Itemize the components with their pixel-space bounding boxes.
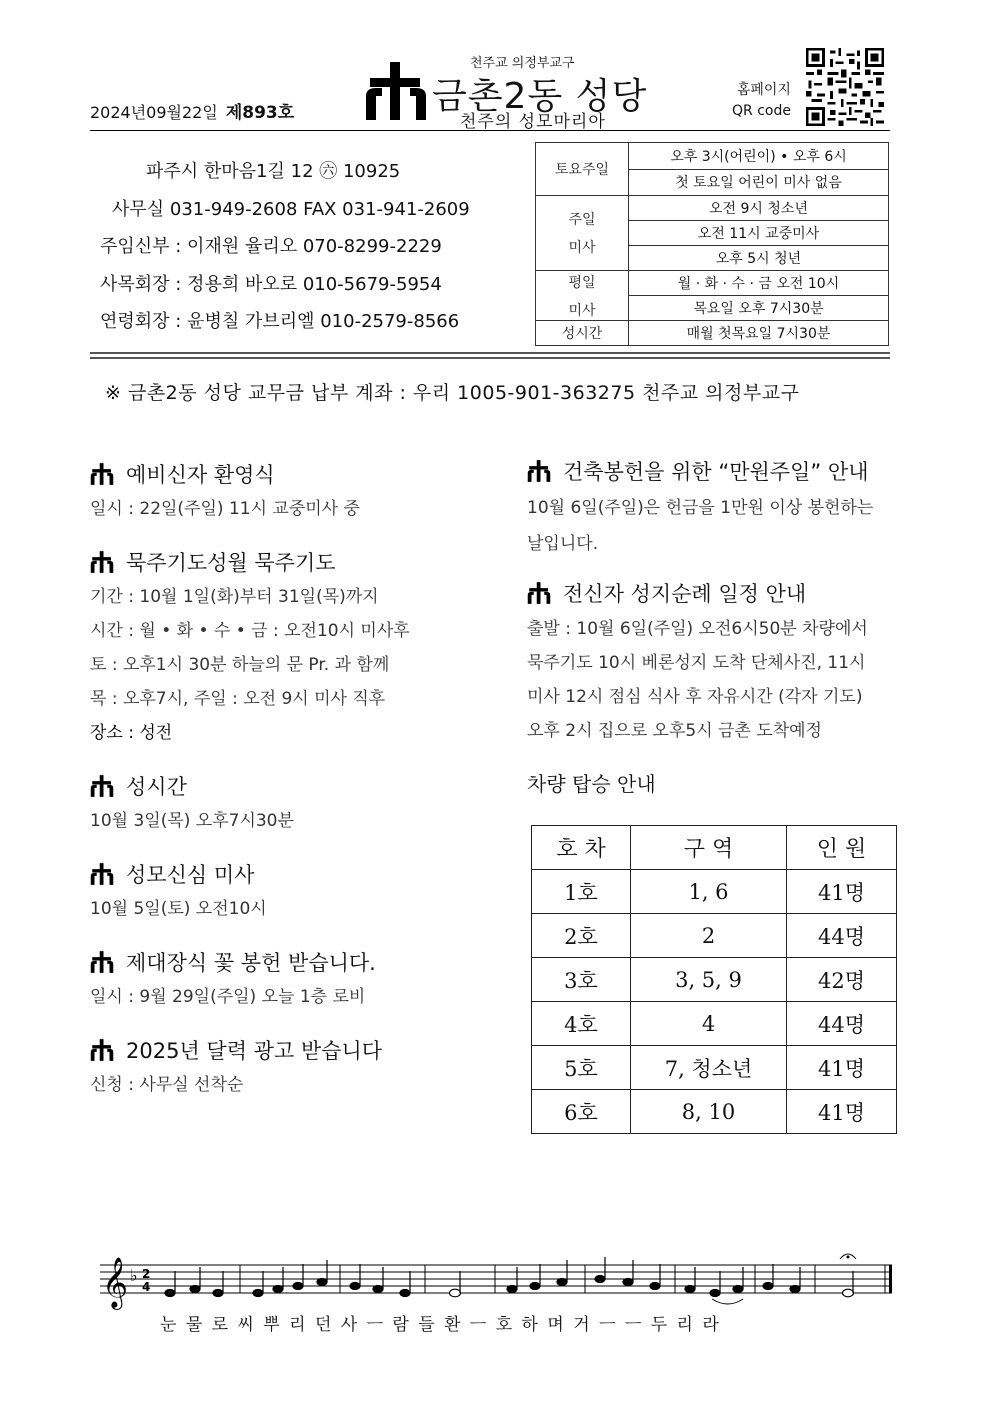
issue-number: 제893호 xyxy=(225,103,295,123)
church-mark-icon xyxy=(90,863,114,885)
section-title: 제대장식 꽃 봉헌 받습니다. xyxy=(126,951,376,975)
section-line: 장소 : 성전 xyxy=(90,723,173,743)
table-row xyxy=(532,1002,897,1046)
zone-cell: 1, 6 xyxy=(631,870,787,914)
council-president-contact: 사목회장 : 정용희 바오로 010-5679-5954 xyxy=(100,273,442,295)
holy-hour-label: 성시간 xyxy=(536,321,629,346)
address: 파주시 한마음1길 12 ㊅ 10925 xyxy=(146,161,401,182)
account-notice: ※ 금촌2동 성당 교무금 납부 계좌 : 우리 1005-901-363275 천주교 의정부교구 xyxy=(105,382,800,404)
section-line: 미사 12시 점심 식사 후 자유시간 (각자 기도) xyxy=(527,687,863,707)
section-line: 10월 6일(주일)은 헌금을 1만원 이상 봉헌하는 xyxy=(527,498,874,518)
zone-cell: 3, 5, 9 xyxy=(631,958,787,1002)
car-cell: 1호 xyxy=(532,870,631,914)
saturday-label: 토요주일 xyxy=(536,143,629,196)
section-title: 건축봉헌을 위한 “만원주일” 안내 xyxy=(563,460,869,484)
homepage-caption xyxy=(732,80,791,122)
table-row xyxy=(532,914,897,958)
section-holy-hour xyxy=(90,768,500,838)
church-mark-icon xyxy=(527,460,551,482)
section-line: 출발 : 10월 6일(주일) 오전6시50분 차량에서 xyxy=(527,619,868,639)
col-header-car: 호 차 xyxy=(532,826,631,870)
section-catechumen-welcome xyxy=(90,456,500,526)
car-assignment-table xyxy=(531,825,897,1134)
bulletin-date xyxy=(90,98,294,123)
time-signature-bottom: 4 xyxy=(142,1280,151,1294)
church-mark-icon xyxy=(90,551,114,573)
section-title: 성시간 xyxy=(126,775,187,799)
date-text: 2024년09월22일 xyxy=(90,103,218,122)
col-header-count: 인 원 xyxy=(787,826,897,870)
church-name: 금촌2동 성당 xyxy=(432,76,648,117)
office-phone: 사무실 031-949-2608 FAX 031-941-2609 xyxy=(112,198,470,220)
flat-icon: ♭ xyxy=(130,1266,138,1285)
zone-cell: 4 xyxy=(631,1002,787,1046)
double-rule-bottom xyxy=(90,357,890,359)
car-table-title: 차량 탑승 안내 xyxy=(527,772,656,796)
section-title: 2025년 달력 광고 받습니다 xyxy=(126,1039,383,1063)
zone-cell: 7, 청소년 xyxy=(631,1046,787,1090)
sunday-label-2: 미사 xyxy=(568,240,596,256)
church-logo-icon xyxy=(364,62,428,120)
church-mark-icon xyxy=(90,1039,114,1061)
section-line: 날입니다. xyxy=(527,534,599,554)
church-mark-icon xyxy=(90,775,114,797)
count-cell: 42명 xyxy=(787,958,897,1002)
car-cell: 4호 xyxy=(532,1002,631,1046)
time-signature-top: 2 xyxy=(142,1267,151,1281)
zone-cell: 2 xyxy=(631,914,787,958)
section-line: 기간 : 10월 1일(화)부터 31일(목)까지 xyxy=(90,587,379,607)
section-line: 10월 5일(토) 오전10시 xyxy=(90,899,267,919)
treble-clef-icon: 𝄞 xyxy=(102,1257,129,1308)
qr-label: QR code xyxy=(732,103,791,119)
section-calendar-ads xyxy=(90,1032,500,1102)
church-patron: 천주의 성모마리아 xyxy=(460,112,606,132)
holy-hour-time: 매월 첫목요일 7시30분 xyxy=(629,321,889,346)
section-line: 시간 : 월 • 화 • 수 • 금 : 오전10시 미사후 xyxy=(90,621,410,641)
car-cell: 2호 xyxy=(532,914,631,958)
section-line: 묵주기도 10시 베론성지 도착 단체사진, 11시 xyxy=(527,653,866,673)
hymn-lyrics: 눈 물 로 씨 뿌 리 던 사 ㅡ 람 들 환 ㅡ 호 하 며 거 ㅡ ㅡ 두 리 라 xyxy=(160,1315,721,1335)
count-cell: 41명 xyxy=(787,1046,897,1090)
header-divider xyxy=(90,130,890,131)
col-header-zone: 구 역 xyxy=(631,826,787,870)
contact-block xyxy=(100,157,500,345)
section-pilgrimage xyxy=(527,574,907,748)
church-mark-icon xyxy=(527,582,551,604)
weekday-time-2: 목요일 오후 7시30분 xyxy=(629,296,889,321)
table-row xyxy=(532,958,897,1002)
weekday-label-2: 미사 xyxy=(568,302,596,319)
sunday-time-1: 오전 9시 청소년 xyxy=(629,196,889,221)
count-cell: 41명 xyxy=(787,1090,897,1134)
section-title: 묵주기도성월 묵주기도 xyxy=(126,551,336,575)
car-cell: 6호 xyxy=(532,1090,631,1134)
weekday-label xyxy=(536,271,629,321)
table-row xyxy=(532,870,897,914)
weekday-time-1: 월 · 화 · 수 · 금 오전 10시 xyxy=(629,271,889,296)
section-marian-mass xyxy=(90,856,500,926)
section-line: 10월 3일(목) 오후7시30분 xyxy=(90,811,294,831)
saturday-time-2: 첫 토요일 어린이 미사 없음 xyxy=(629,169,889,196)
diocese-name: 천주교 의정부교구 xyxy=(470,56,575,71)
car-cell: 5호 xyxy=(532,1046,631,1090)
section-line: 일시 : 9월 29일(주일) 오늘 1층 로비 xyxy=(90,987,366,1007)
church-mark-icon xyxy=(90,951,114,973)
pastor-contact: 주임신부 : 이재원 율리오 070-8299-2229 xyxy=(100,236,442,257)
count-cell: 44명 xyxy=(787,1002,897,1046)
table-row xyxy=(532,1090,897,1134)
section-altar-flowers xyxy=(90,944,500,1014)
left-column xyxy=(90,456,500,1102)
sunday-time-3: 오후 5시 청년 xyxy=(629,246,889,271)
sunday-time-2: 오전 11시 교중미사 xyxy=(629,221,889,246)
section-line: 목 : 오후7시, 주일 : 오전 9시 미사 직후 xyxy=(90,689,386,709)
section-line: 신청 : 사무실 선착순 xyxy=(90,1075,244,1095)
saturday-time-1: 오후 3시(어린이) • 오후 6시 xyxy=(629,143,889,170)
section-line: 오후 2시 집으로 오후5시 금촌 도착예정 xyxy=(527,721,822,741)
sunday-label-1: 주일 xyxy=(568,212,596,228)
count-cell: 41명 xyxy=(787,870,897,914)
church-mark-icon xyxy=(90,463,114,485)
section-title: 성모신심 미사 xyxy=(126,863,255,887)
section-line: 일시 : 22일(주일) 11시 교중미사 중 xyxy=(90,499,360,519)
elder-president-contact: 연령회장 : 윤병칠 가브리엘 010-2579-8566 xyxy=(100,311,460,332)
section-title: 예비신자 환영식 xyxy=(126,463,275,487)
car-cell: 3호 xyxy=(532,958,631,1002)
homepage-label: 홈페이지 xyxy=(736,82,791,98)
section-building-offering xyxy=(527,452,907,562)
double-rule-top xyxy=(90,352,890,354)
section-title: 전신자 성지순례 일정 안내 xyxy=(563,582,807,606)
right-column xyxy=(527,452,907,797)
weekday-label-1: 평일 xyxy=(568,274,596,291)
qr-code-icon[interactable] xyxy=(806,48,884,126)
mass-schedule-table xyxy=(535,142,889,346)
count-cell: 44명 xyxy=(787,914,897,958)
section-line: 토 : 오후1시 30분 하늘의 문 Pr. 과 함께 xyxy=(90,655,390,675)
table-row xyxy=(532,1046,897,1090)
section-rosary-month xyxy=(90,544,500,750)
sunday-label xyxy=(536,196,629,271)
zone-cell: 8, 10 xyxy=(631,1090,787,1134)
